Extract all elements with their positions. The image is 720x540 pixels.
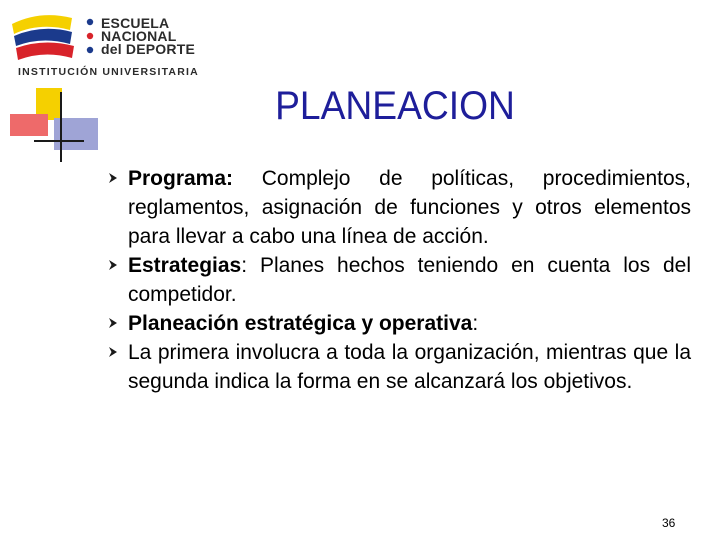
bullet-estrategias <box>108 251 691 309</box>
bullet-arrow-icon <box>108 317 118 329</box>
bullet-programa <box>108 164 691 251</box>
school-logo <box>0 0 720 90</box>
bullet-text: : <box>472 312 479 335</box>
bullet-list <box>108 164 691 396</box>
bullet-term: Programa: <box>128 167 234 190</box>
bullet-term: Estrategias <box>128 254 242 277</box>
bullet-text: Complejo de políticas, procedimientos, reglamentos, asignación de funciones y otros elementos para llevar a cabo una línea de acción. <box>128 167 691 248</box>
institution-label: INSTITUCIÓN UNIVERSITARIA <box>18 66 199 78</box>
bullet-term: Planeación estratégica y operativa <box>128 312 473 335</box>
bullet-arrow-icon <box>108 172 118 184</box>
bullet-planeacion <box>108 309 691 338</box>
logo-line-3: del DEPORTE <box>101 41 195 57</box>
bullet-primera <box>108 338 691 396</box>
bullet-text: : Planes hechos teniendo en cuenta los del competidor. <box>128 254 691 306</box>
slide-title: PLANEACION <box>275 84 515 128</box>
bullet-arrow-icon <box>108 259 118 271</box>
page-number: 36 <box>662 516 676 530</box>
logo-line-2: NACIONAL <box>101 28 177 44</box>
flag-swoosh-icon <box>10 12 98 64</box>
bullet-arrow-icon <box>108 346 118 358</box>
decorative-blocks <box>0 88 110 168</box>
bullet-text: La primera involucra a toda la organización, mientras que la segunda indica la forma en se alcanzará los objetivos. <box>128 341 691 393</box>
logo-line-1: ESCUELA <box>101 15 170 31</box>
